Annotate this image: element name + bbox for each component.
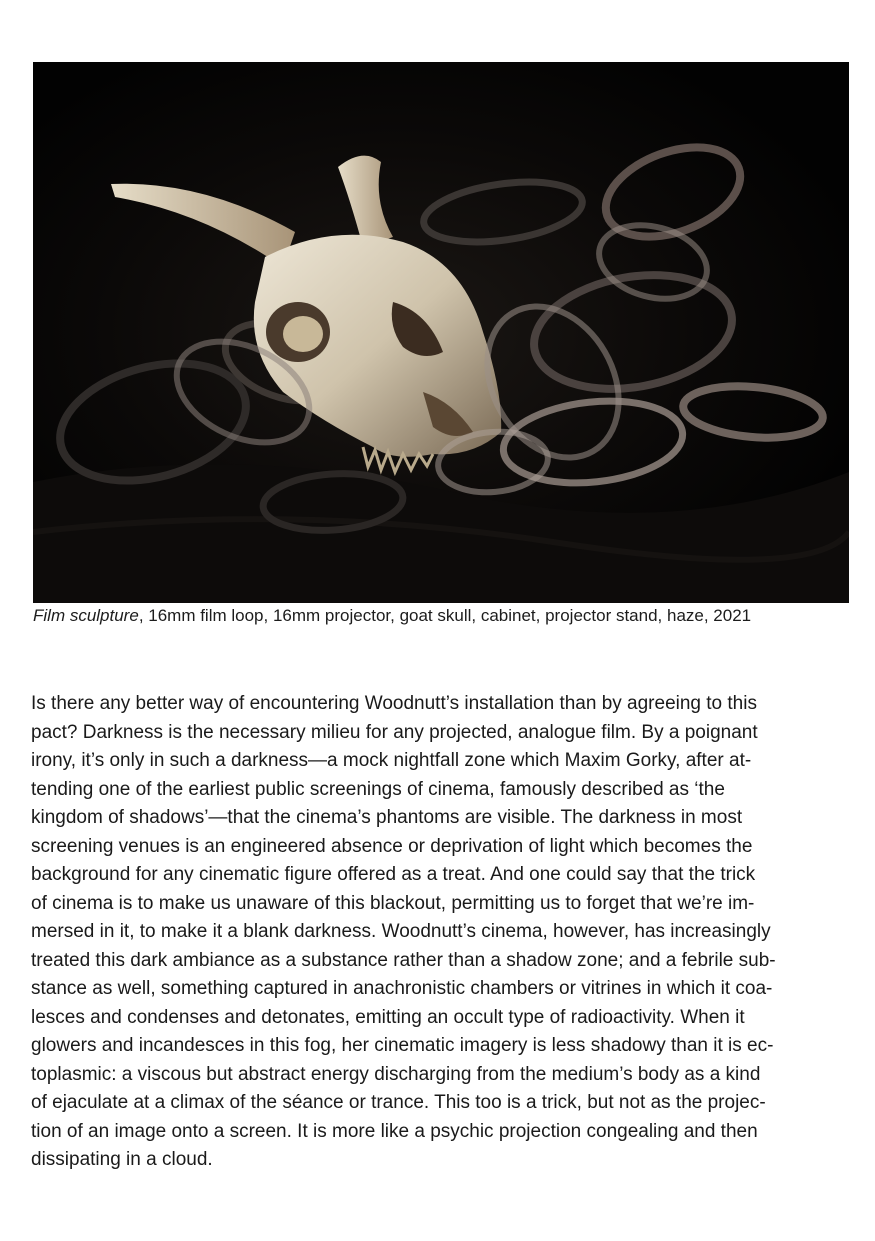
paragraph-line: screening venues is an engineered absence or deprivation of light which becomes the bbox=[31, 835, 753, 857]
paragraph-line: stance as well, something captured in anachronistic chambers or vitrines in which it coa- bbox=[31, 978, 773, 999]
essay-paragraph bbox=[31, 690, 851, 1175]
paragraph-line: irony, it’s only in such a darkness—a mock nightfall zone which Maxim Gorky, after at- bbox=[31, 750, 752, 771]
paragraph-line: tion of an image onto a screen. It is more like a psychic projection congealing and then bbox=[31, 1120, 758, 1142]
paragraph-line: Is there any better way of encountering Woodnutt’s installation than by agreeing to this bbox=[31, 693, 757, 714]
paragraph-line: lesces and condenses and detonates, emitting an occult type of radioactivity. When it bbox=[31, 1006, 745, 1028]
paragraph-line: toplasmic: a viscous but abstract energy discharging from the medium’s body as a kind bbox=[31, 1063, 761, 1085]
paragraph-line: treated this dark ambiance as a substance rather than a shadow zone; and a febrile sub- bbox=[31, 949, 776, 971]
paragraph-line: tending one of the earliest public screenings of cinema, famously described as ‘the bbox=[31, 778, 725, 800]
paragraph-line: dissipating in a cloud. bbox=[31, 1149, 213, 1170]
paragraph-line: mersed in it, to make it a blank darkness. Woodnutt’s cinema, however, has increasingly bbox=[31, 921, 771, 942]
caption-title: Film sculpture bbox=[33, 606, 139, 625]
paragraph-line: background for any cinematic figure offered as a treat. And one could say that the trick bbox=[31, 864, 756, 885]
artwork-photograph bbox=[33, 62, 849, 603]
goat-skull-film-sculpture-image bbox=[33, 62, 849, 603]
figure-caption bbox=[33, 604, 863, 628]
paragraph-line: of ejaculate at a climax of the séance or trance. This too is a trick, but not as the projec- bbox=[31, 1092, 766, 1113]
paragraph-line: pact? Darkness is the necessary milieu for any projected, analogue film. By a poignant bbox=[31, 721, 758, 743]
paragraph-line: kingdom of shadows’—that the cinema’s phantoms are visible. The darkness in most bbox=[31, 807, 743, 828]
caption-details: , 16mm film loop, 16mm projector, goat skull, cabinet, projector stand, haze, 2021 bbox=[138, 606, 752, 625]
paragraph-line: glowers and incandesces in this fog, her cinematic imagery is less shadowy than it is ec- bbox=[31, 1035, 774, 1056]
paragraph-line: of cinema is to make us unaware of this blackout, permitting us to forget that we’re im- bbox=[31, 892, 755, 914]
